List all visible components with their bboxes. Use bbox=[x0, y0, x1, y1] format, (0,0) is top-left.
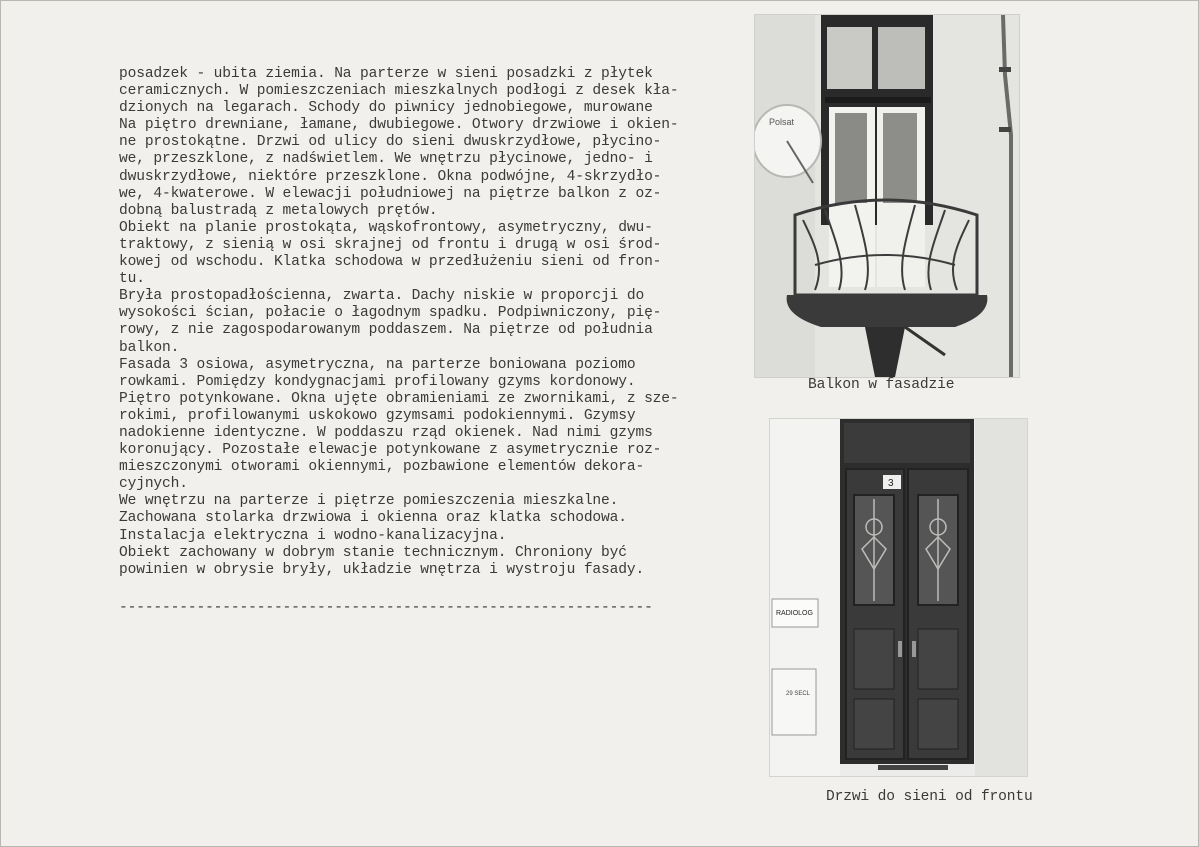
text-line: koronujący. Pozostałe elewacje potynkowane z asymetrycznie roz- bbox=[119, 442, 662, 459]
text-line: wysokości ścian, połacie o łagodnym spadku. Podpiwniczony, pię- bbox=[119, 305, 662, 322]
text-line: rokimi, profilowanymi uskokowo gzymsami podokiennymi. Gzymsy bbox=[119, 407, 636, 424]
text-line: ne prostokątne. Drzwi od ulicy do sieni dwuskrzydłowe, płycino- bbox=[119, 134, 662, 151]
text-line: cyjnych. bbox=[119, 476, 188, 493]
text-line: rowkami. Pomiędzy kondygnacjami profilowany gzyms kordonowy. bbox=[119, 373, 636, 390]
text-line: Fasada 3 osiowa, asymetryczna, na parterze boniowana poziomo bbox=[119, 356, 636, 373]
dish-label: Polsat bbox=[769, 117, 795, 127]
text-line: nadokienne identyczne. W poddaszu rząd okienek. Nad nimi gzyms bbox=[119, 424, 653, 441]
text-line: tu. bbox=[119, 271, 145, 288]
text-line: we, przeszklone, z nadświetlem. We wnętrzu płycinowe, jedno- i bbox=[119, 151, 653, 168]
text-line: traktowy, z sienią w osi skrajnej od frontu i drugą w osi środ- bbox=[119, 236, 662, 253]
text-line: We wnętrzu na parterze i piętrze pomieszczenia mieszkalne. bbox=[119, 493, 619, 510]
text-line: we, 4-kwaterowe. W elewacji południowej na piętrze balkon z oz- bbox=[119, 185, 662, 202]
radiolog-sign: RADIOLOG bbox=[776, 610, 813, 617]
text-line: Obiekt na planie prostokąta, wąskofrontowy, asymetryczny, dwu- bbox=[119, 219, 653, 236]
text-line: kowej od wschodu. Klatka schodowa w przedłużeniu sieni od fron- bbox=[119, 254, 662, 271]
text-line: dobną balustradą z metalowych prętów. bbox=[119, 202, 438, 219]
text-line: Instalacja elektryczna i wodno-kanalizacyjna. bbox=[119, 527, 507, 544]
text-line: balkon. bbox=[119, 339, 180, 356]
balcony-caption: Balkon w fasadzie bbox=[808, 377, 955, 393]
balcony-photo bbox=[754, 14, 1020, 378]
house-number: 3 bbox=[888, 478, 894, 489]
text-line: ceramicznych. W pomieszczeniach mieszkalnych podłogi z desek kła- bbox=[119, 83, 679, 100]
text-line: Na piętro drewniane, łamane, dwubiegowe. Otwory drzwiowe i okien- bbox=[119, 117, 679, 134]
separator-line: -------------------------------------------------------------- bbox=[119, 600, 653, 616]
text-line: Obiekt zachowany w dobrym stanie technicznym. Chroniony być bbox=[119, 544, 627, 561]
text-line: Piętro potynkowane. Okna ujęte obramieniami ze zwornikami, z sze- bbox=[119, 390, 679, 407]
text-line: Zachowana stolarka drzwiowa i okienna oraz klatka schodowa. bbox=[119, 510, 627, 527]
text-line: rowy, z nie zagospodarowanym poddaszem. Na piętrze od południa bbox=[119, 322, 653, 339]
document-body-text bbox=[119, 66, 719, 579]
text-line: dwuskrzydłowe, niektóre przeszklone. Okna podwójne, 4-skrzydło- bbox=[119, 168, 662, 185]
text-line: posadzek - ubita ziemia. Na parterze w sieni posadzki z płytek bbox=[119, 66, 653, 82]
text-line: Bryła prostopadłościenna, zwarta. Dachy niskie w proporcji do bbox=[119, 288, 645, 305]
door-photo bbox=[769, 418, 1028, 777]
utility-box-label: 29 SECL bbox=[786, 691, 811, 697]
door-caption: Drzwi do sieni od frontu bbox=[826, 789, 1033, 805]
text-line: dzionych na legarach. Schody do piwnicy jednobiegowe, murowane bbox=[119, 100, 653, 117]
text-line: mieszczonymi otworami okiennymi, pozbawione elementów dekora- bbox=[119, 459, 645, 476]
text-line: powinien w obrysie bryły, układzie wnętrza i wystroju fasady. bbox=[119, 561, 645, 578]
